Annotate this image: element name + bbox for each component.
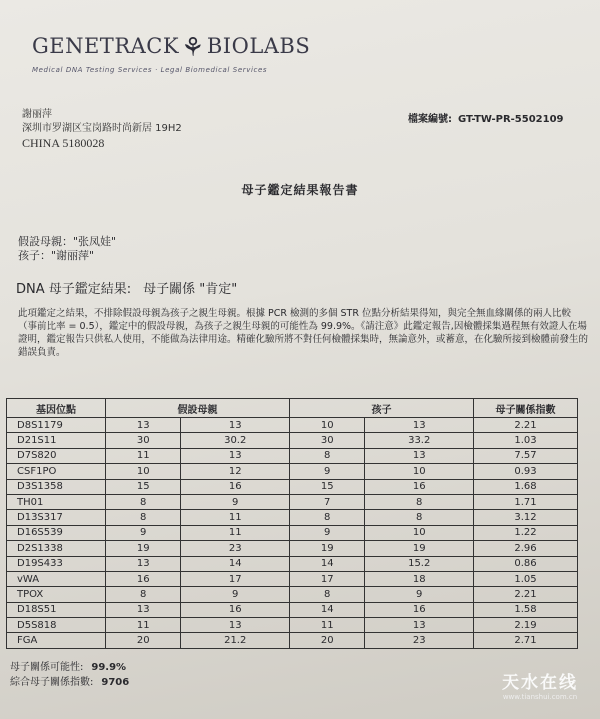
watermark-text: 天水在线 [502,673,578,693]
table-row [7,418,578,433]
parties-block [18,235,116,263]
mother-allele-1-cell: 11 [106,448,181,463]
child-allele-2-cell: 13 [365,448,474,463]
locus-cell: D5S818 [7,618,106,633]
locus-cell: D2S1338 [7,541,106,556]
table-row [7,448,578,463]
mother-allele-2-cell: 30.2 [181,433,290,448]
child-allele-1-cell: 14 [289,602,364,617]
mother-allele-2-cell: 13 [181,418,290,433]
mother-allele-1-cell: 15 [106,479,181,494]
table-row [7,510,578,525]
mother-allele-2-cell: 16 [181,602,290,617]
mother-allele-2-cell: 9 [181,494,290,509]
logo-text-left: GENETRACK [32,34,180,58]
table-row [7,525,578,540]
mother-allele-2-cell: 17 [181,571,290,586]
child-allele-1-cell: 8 [289,448,364,463]
mother-allele-1-cell: 16 [106,571,181,586]
child-allele-1-cell: 30 [289,433,364,448]
summary-block [10,660,129,690]
child-allele-2-cell: 8 [365,510,474,525]
mother-allele-1-cell: 13 [106,602,181,617]
child-allele-1-cell: 17 [289,571,364,586]
locus-cell: TH01 [7,494,106,509]
child-allele-1-cell: 8 [289,587,364,602]
table-row [7,494,578,509]
locus-cell: CSF1PO [7,464,106,479]
locus-cell: D8S1179 [7,418,106,433]
maternity-index-cell: 1.71 [474,494,578,509]
table-row [7,479,578,494]
child-allele-2-cell: 23 [365,633,474,648]
table-row [7,633,578,648]
table-header-row [7,399,578,418]
locus-cell: D18S51 [7,602,106,617]
site-watermark [502,668,578,701]
mother-allele-2-cell: 16 [181,479,290,494]
child-allele-2-cell: 18 [365,571,474,586]
probability-line [10,660,129,675]
result-label: DNA 母子鑑定結果: [16,282,132,297]
maternity-index-cell: 1.03 [474,433,578,448]
mother-allele-1-cell: 8 [106,587,181,602]
file-number [408,110,564,125]
child-allele-1-cell: 15 [289,479,364,494]
maternity-index-cell: 1.22 [474,525,578,540]
mother-allele-1-cell: 11 [106,618,181,633]
child-allele-1-cell: 9 [289,464,364,479]
mother-allele-1-cell: 19 [106,541,181,556]
mother-allele-1-cell: 8 [106,494,181,509]
locus-cell: TPOX [7,587,106,602]
locus-cell: D16S539 [7,525,106,540]
header-child: 孩子 [289,399,473,418]
table-row [7,541,578,556]
maternity-index-cell: 2.19 [474,618,578,633]
mother-allele-2-cell: 11 [181,510,290,525]
maternity-index-cell: 1.68 [474,479,578,494]
str-loci-table [6,398,578,649]
table-row [7,618,578,633]
locus-cell: FGA [7,633,106,648]
file-number-value: GT-TW-PR-5502109 [458,114,564,125]
combined-index-value: 9706 [101,677,130,688]
child-allele-1-cell: 7 [289,494,364,509]
logo-tagline: Medical DNA Testing Services · Legal Biomedical Services [32,66,268,74]
combined-index-label: 綜合母子關係指數: [10,677,94,688]
recipient-address: 深圳市罗湖区宝岗路时尚新居 19H2 [22,123,182,134]
child: 孩子："谢丽萍" [18,249,95,262]
mother-allele-2-cell: 21.2 [181,633,290,648]
maternity-index-cell: 2.21 [474,418,578,433]
maternity-index-cell: 2.21 [474,587,578,602]
maternity-index-cell: 7.57 [474,448,578,463]
table-body [7,418,578,649]
maternity-index-cell: 3.12 [474,510,578,525]
mother-allele-1-cell: 13 [106,556,181,571]
child-allele-2-cell: 10 [365,525,474,540]
report-title: 母子鑑定結果報告書 [241,183,359,197]
mother-allele-2-cell: 13 [181,448,290,463]
alleged-mother: 假設母親："张凤娃" [18,235,117,248]
logo-emblem-icon: ⚘ [181,33,205,63]
recipient-name: 謝丽萍 [22,109,52,120]
child-allele-2-cell: 8 [365,494,474,509]
result-value: 母子關係 "肯定" [143,282,238,297]
mother-allele-2-cell: 14 [181,556,290,571]
child-allele-2-cell: 13 [365,418,474,433]
maternity-index-cell: 2.96 [474,541,578,556]
maternity-index-cell: 0.86 [474,556,578,571]
probability-value: 99.9% [91,662,127,673]
mother-allele-1-cell: 13 [106,418,181,433]
child-allele-2-cell: 15.2 [365,556,474,571]
header-locus: 基因位點 [7,399,106,418]
mother-allele-1-cell: 20 [106,633,181,648]
probability-label: 母子關係可能性: [10,662,84,673]
mother-allele-2-cell: 11 [181,525,290,540]
child-allele-2-cell: 33.2 [365,433,474,448]
table-row [7,433,578,448]
locus-cell: vWA [7,571,106,586]
combined-index-line [10,675,129,690]
child-allele-1-cell: 14 [289,556,364,571]
child-allele-1-cell: 20 [289,633,364,648]
child-allele-1-cell: 11 [289,618,364,633]
mother-allele-2-cell: 23 [181,541,290,556]
mother-allele-1-cell: 9 [106,525,181,540]
locus-cell: D3S1358 [7,479,106,494]
child-allele-1-cell: 9 [289,525,364,540]
header-mother: 假設母親 [106,399,290,418]
table-row [7,571,578,586]
recipient-block [22,108,182,150]
mother-allele-1-cell: 30 [106,433,181,448]
maternity-index-cell: 0.93 [474,464,578,479]
maternity-index-cell: 2.71 [474,633,578,648]
child-allele-2-cell: 9 [365,587,474,602]
child-allele-1-cell: 10 [289,418,364,433]
child-allele-1-cell: 8 [289,510,364,525]
child-allele-2-cell: 13 [365,618,474,633]
maternity-index-cell: 1.58 [474,602,578,617]
table-row [7,602,578,617]
mother-allele-2-cell: 12 [181,464,290,479]
locus-cell: D19S433 [7,556,106,571]
child-allele-1-cell: 19 [289,541,364,556]
table-row [7,587,578,602]
mother-allele-2-cell: 13 [181,618,290,633]
header-index: 母子關係指數 [474,399,578,418]
result-explanation: 此項鑑定之結果，不排除假設母親為孩子之親生母親。根據 PCR 檢測的多個 STR 位點分析結果得知，與完全無血緣關係的兩人比較（事前比率 = 0.5），鑑定中的假設母親，為孩子之親生母親的可能性為 99.9%。《請注意》此鑑定報告,因檢體採集過程無有效證人在場證明，鑑定報告只供私人使用，不能做為法律用途。精確化驗所將不對任何檢體採集時，無論意外，或蓄意，在化驗所接到檢體前發生的錯誤負責。 [18,308,589,358]
table-row [7,556,578,571]
test-result [16,278,237,297]
mother-allele-1-cell: 8 [106,510,181,525]
locus-cell: D13S317 [7,510,106,525]
child-allele-2-cell: 16 [365,602,474,617]
file-number-label: 檔案編號: [408,114,452,125]
table-row [7,464,578,479]
genetrack-logo [32,30,311,63]
logo-text-right: BIOLABS [206,34,311,58]
watermark-url: www.tianshui.com.cn [502,693,578,701]
recipient-country: CHINA 5180028 [22,136,105,150]
child-allele-2-cell: 19 [365,541,474,556]
maternity-index-cell: 1.05 [474,571,578,586]
mother-allele-1-cell: 10 [106,464,181,479]
locus-cell: D21S11 [7,433,106,448]
mother-allele-2-cell: 9 [181,587,290,602]
locus-cell: D7S820 [7,448,106,463]
child-allele-2-cell: 16 [365,479,474,494]
child-allele-2-cell: 10 [365,464,474,479]
